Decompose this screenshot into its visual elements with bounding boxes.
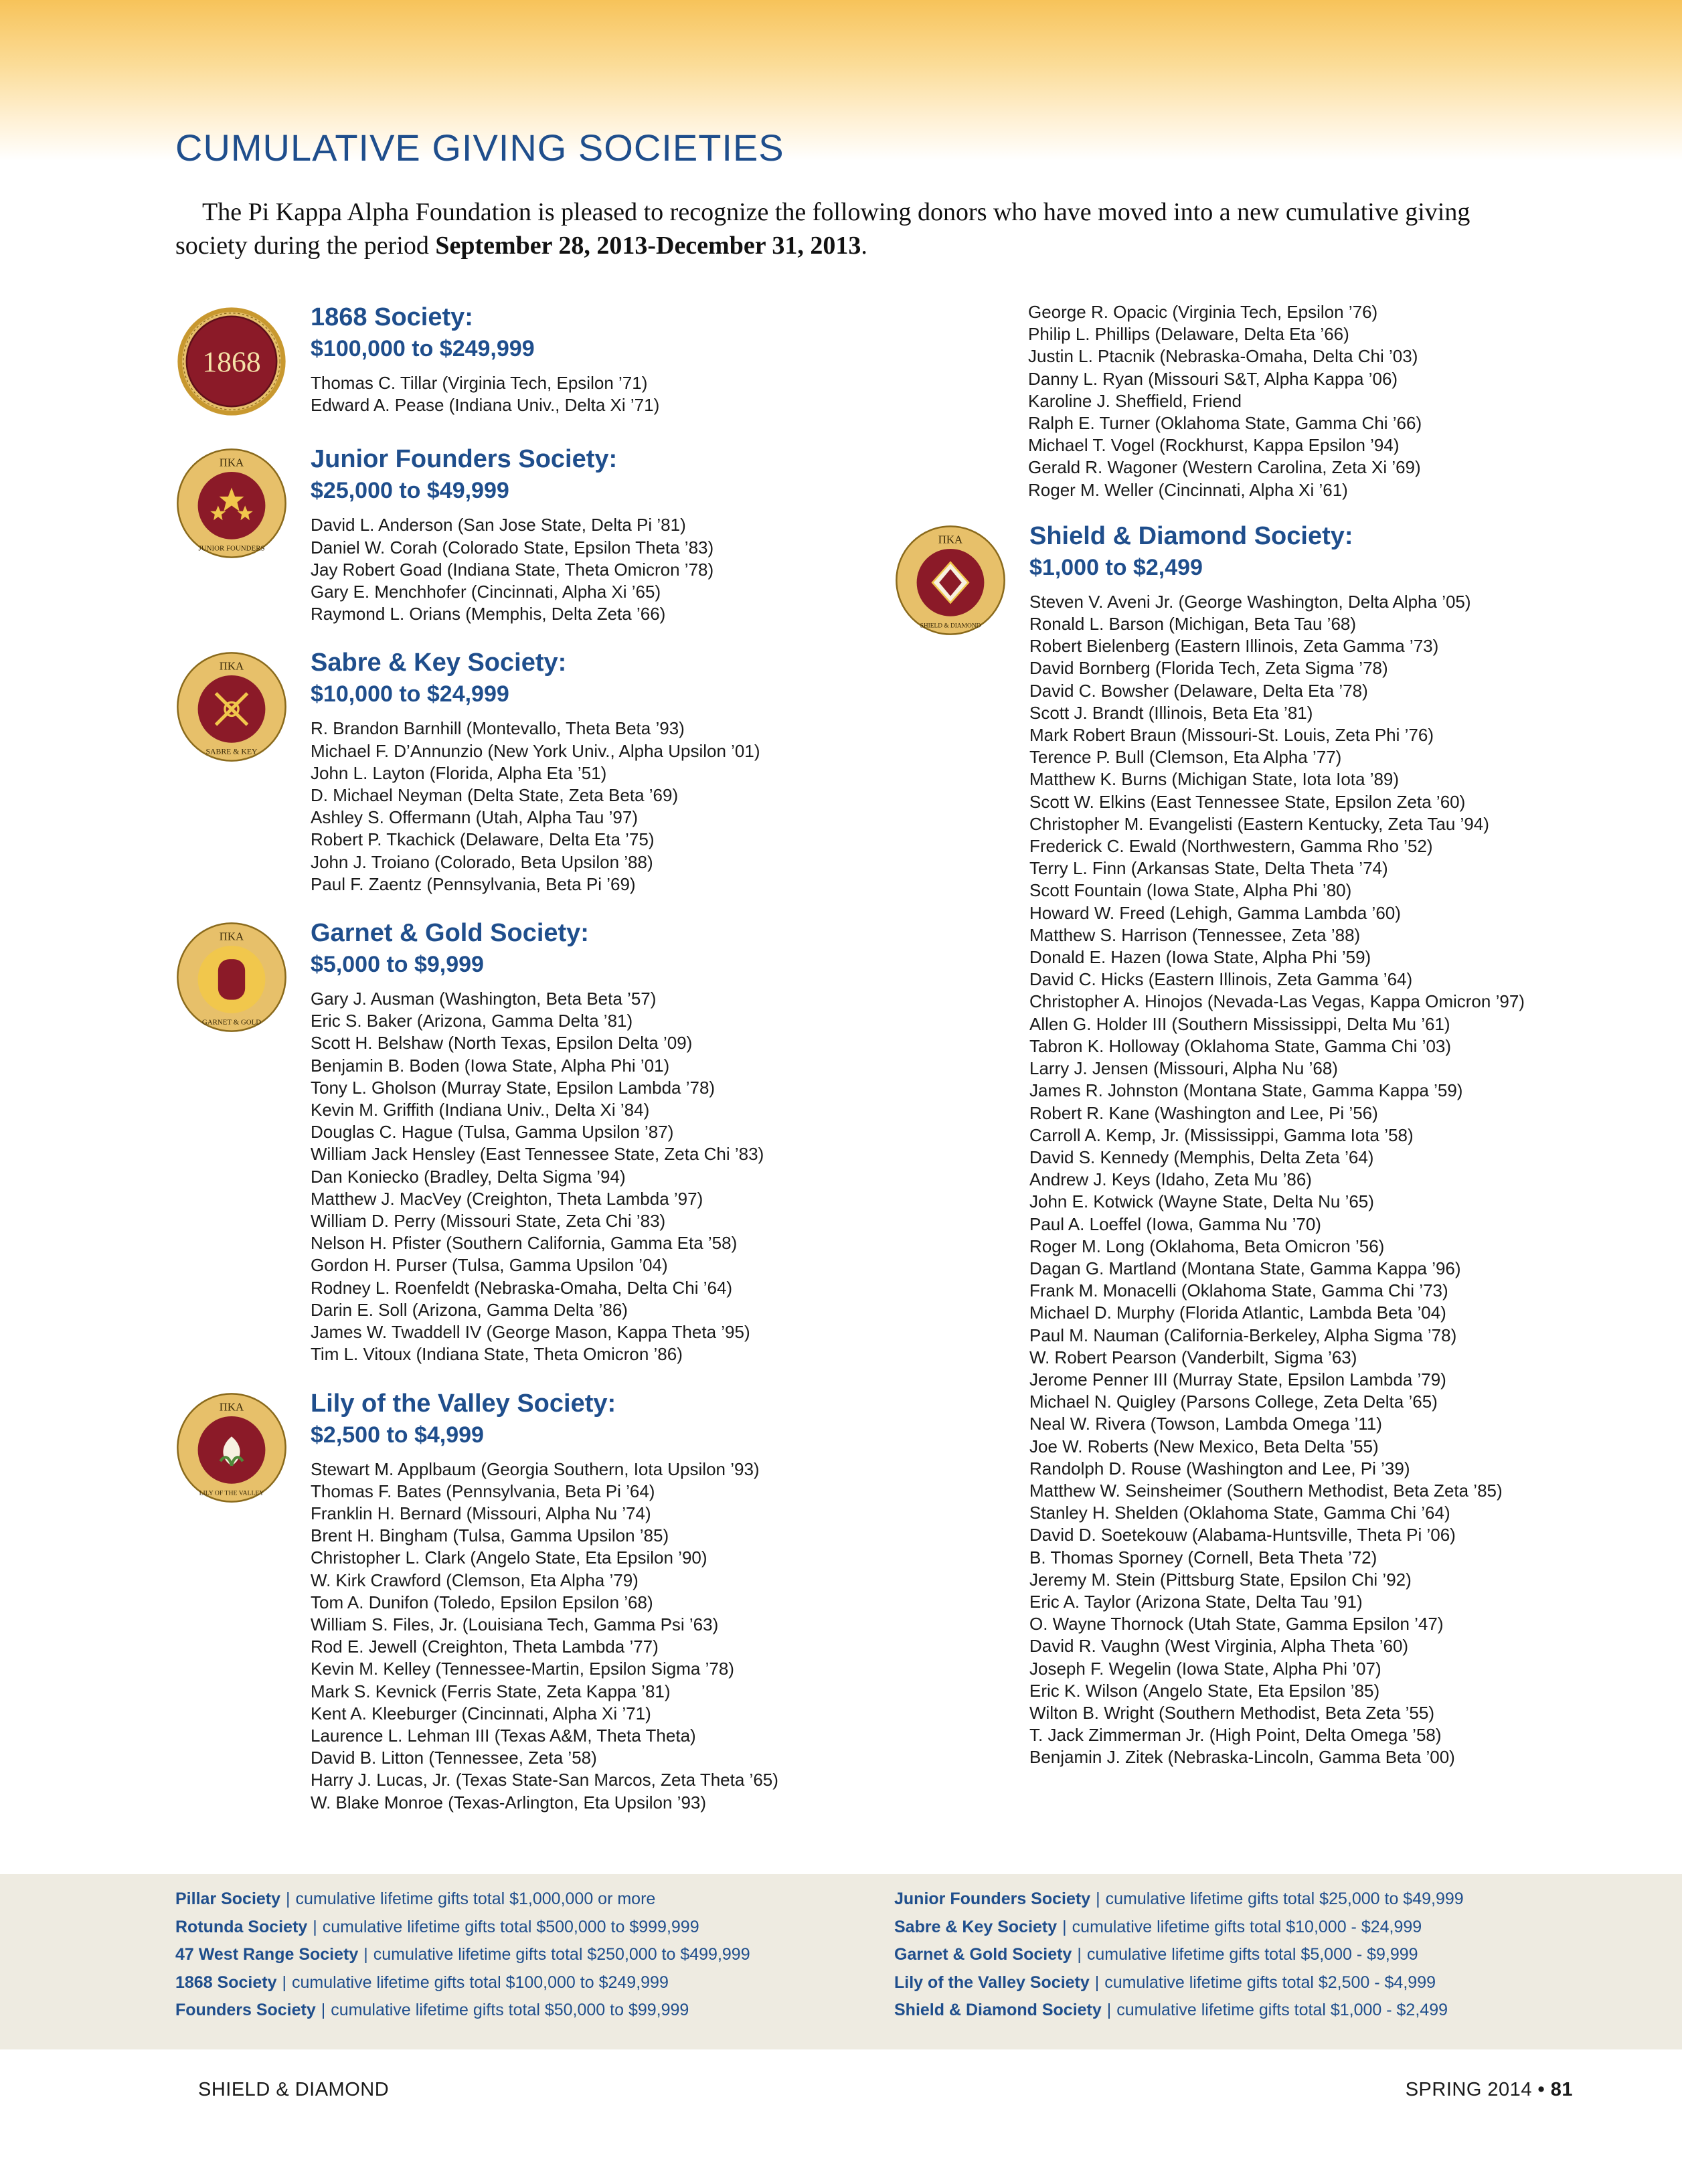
list-item: Benjamin J. Zitek (Nebraska-Lincoln, Gamma Beta ’00): [1029, 1747, 1455, 1768]
list-item: Terence P. Bull (Clemson, Eta Alpha ’77): [1029, 747, 1342, 768]
list-item: Matthew K. Burns (Michigan State, Iota Iota ’89): [1029, 769, 1400, 790]
legend-name: Founders Society: [175, 2001, 316, 2019]
list-item: Frederick C. Ewald (Northwestern, Gamma Rho ’52): [1029, 836, 1433, 857]
list-item: Howard W. Freed (Lehigh, Gamma Lambda ’60): [1029, 902, 1401, 923]
legend-desc: cumulative lifetime gifts total $50,000 to $99,999: [331, 2001, 689, 2019]
list-item: William D. Perry (Missouri State, Zeta Chi ’83): [311, 1211, 666, 1232]
seal-bottom-label: LILY OF THE VALLEY: [199, 1489, 264, 1497]
list-item: James W. Twaddell IV (George Mason, Kappa Theta ’95): [311, 1322, 750, 1343]
list-item: W. Robert Pearson (Vanderbilt, Sigma ’63): [1029, 1347, 1357, 1367]
list-item: Kevin M. Griffith (Indiana Univ., Delta Xi ’84): [311, 1100, 650, 1120]
seal-top-label: ΠΚΑ: [219, 659, 244, 673]
society-range: $100,000 to $249,999: [311, 336, 535, 361]
seal-garnet-gold-icon: [175, 921, 288, 1033]
member-list: [1029, 591, 1564, 1769]
list-item: Eric S. Baker (Arizona, Gamma Delta ’81): [311, 1011, 633, 1031]
legend-separator: |: [1077, 1945, 1082, 1964]
society-name: 1868 Society:: [311, 303, 473, 331]
list-item: Douglas C. Hague (Tulsa, Gamma Upsilon ’87): [311, 1122, 674, 1143]
list-item: Mark Robert Braun (Missouri-St. Louis, Zeta Phi ’76): [1029, 725, 1434, 746]
list-item: Allen G. Holder III (Southern Mississippi, Delta Mu ’61): [1029, 1013, 1450, 1034]
legend-item: [894, 1885, 1464, 1914]
seal-top-label: ΠΚΑ: [219, 930, 244, 943]
member-list: [311, 372, 871, 416]
list-item: Gary E. Menchhofer (Cincinnati, Alpha Xi ’65): [311, 582, 661, 602]
society-garnet-gold: [175, 917, 871, 1365]
legend-desc: cumulative lifetime gifts total $1,000,000 or more: [295, 1889, 656, 1908]
list-item: W. Kirk Crawford (Clemson, Eta Alpha ’79): [311, 1570, 639, 1590]
legend-name: Shield & Diamond Society: [894, 2001, 1102, 2019]
legend-desc: cumulative lifetime gifts total $100,000 to $249,999: [292, 1972, 669, 1992]
legend-name: Garnet & Gold Society: [894, 1945, 1072, 1964]
legend-name: Rotunda Society: [175, 1917, 308, 1936]
list-item: David Bornberg (Florida Tech, Zeta Sigma ’78): [1029, 658, 1388, 679]
footer-bullet: •: [1537, 2079, 1545, 2100]
list-item: Philip L. Phillips (Delaware, Delta Eta ’66): [1028, 324, 1349, 345]
seal-sabre-key-icon: [175, 651, 288, 763]
list-item: Michael T. Vogel (Rockhurst, Kappa Epsilon ’94): [1028, 435, 1400, 456]
footer-issue-label: SPRING 2014: [1405, 2079, 1532, 2100]
list-item: Neal W. Rivera (Towson, Lambda Omega ’11): [1029, 1414, 1382, 1434]
list-item: Jeremy M. Stein (Pittsburg State, Epsilon Chi ’92): [1029, 1569, 1412, 1590]
list-item: Christopher M. Evangelisti (Eastern Kentucky, Zeta Tau ’94): [1029, 813, 1489, 834]
legend-left: [175, 1885, 750, 2025]
list-item: Donald E. Hazen (Iowa State, Alpha Phi ’59): [1029, 947, 1371, 968]
legend-separator: |: [313, 1917, 317, 1936]
left-column: [175, 301, 871, 1835]
lily-continued-list: [1028, 301, 1564, 501]
society-range: $25,000 to $49,999: [311, 478, 509, 504]
list-item: Scott J. Brandt (Illinois, Beta Eta ’81): [1029, 702, 1313, 723]
seal-top-label: ΠΚΑ: [938, 533, 963, 546]
list-item: Ronald L. Barson (Michigan, Beta Tau ’68): [1029, 614, 1357, 635]
list-item: Joseph F. Wegelin (Iowa State, Alpha Phi ’07): [1029, 1658, 1381, 1679]
society-name: Garnet & Gold Society:: [311, 919, 589, 948]
list-item: Frank M. Monacelli (Oklahoma State, Gamma Chi ’73): [1029, 1280, 1448, 1301]
list-item: William S. Files, Jr. (Louisiana Tech, Gamma Psi ’63): [311, 1614, 719, 1634]
list-item: Thomas F. Bates (Pennsylvania, Beta Pi ’64): [311, 1481, 655, 1501]
seal-shield-diamond-icon: [894, 524, 1007, 637]
legend-desc: cumulative lifetime gifts total $250,000 to $499,999: [373, 1945, 750, 1964]
legend-item: [894, 1969, 1464, 1997]
list-item: Michael F. D’Annunzio (New York Univ., Alpha Upsilon ’01): [311, 740, 760, 761]
list-item: Danny L. Ryan (Missouri S&T, Alpha Kappa ’06): [1028, 368, 1398, 389]
seal-lily-valley-icon: [175, 1392, 288, 1504]
list-item: Stewart M. Applbaum (Georgia Southern, Iota Upsilon ’93): [311, 1458, 760, 1479]
list-item: James R. Johnston (Montana State, Gamma Kappa ’59): [1029, 1080, 1463, 1101]
society-range: $5,000 to $9,999: [311, 952, 484, 978]
list-item: Paul A. Loeffel (Iowa, Gamma Nu ’70): [1029, 1213, 1321, 1234]
list-item: Nelson H. Pfister (Southern California, Gamma Eta ’58): [311, 1233, 738, 1254]
seal-bottom-label: GARNET & GOLD: [201, 1018, 262, 1027]
legend-desc: cumulative lifetime gifts total $25,000 to $49,999: [1105, 1889, 1464, 1908]
list-item: David L. Anderson (San Jose State, Delta Pi ’81): [311, 515, 686, 535]
list-item: David R. Vaughn (West Virginia, Alpha Theta ’60): [1029, 1636, 1409, 1657]
list-item: Wilton B. Wright (Southern Methodist, Beta Zeta ’55): [1029, 1702, 1435, 1723]
list-item: Matthew J. MacVey (Creighton, Theta Lambda ’97): [311, 1188, 703, 1209]
list-item: Eric A. Taylor (Arizona State, Delta Tau ’91): [1029, 1591, 1363, 1612]
list-item: Paul M. Nauman (California-Berkeley, Alpha Sigma ’78): [1029, 1325, 1457, 1345]
seal-bottom-label: SHIELD & DIAMOND: [920, 622, 981, 630]
list-item: Jerome Penner III (Murray State, Epsilon Lambda ’79): [1029, 1369, 1446, 1390]
legend-item: [175, 1914, 750, 1942]
list-item: Dan Koniecko (Bradley, Delta Sigma ’94): [311, 1166, 626, 1187]
society-name: Sabre & Key Society:: [311, 649, 567, 677]
member-list: [311, 988, 871, 1365]
list-item: Rodney L. Roenfeldt (Nebraska-Omaha, Delta Chi ’64): [311, 1277, 733, 1298]
list-item: David C. Hicks (Eastern Illinois, Zeta Gamma ’64): [1029, 969, 1413, 990]
legend-right: [894, 1885, 1464, 2025]
intro-end: .: [861, 232, 867, 260]
list-item: Matthew W. Seinsheimer (Southern Methodist, Beta Zeta ’85): [1029, 1480, 1503, 1501]
list-item: Christopher L. Clark (Angelo State, Eta Epsilon ’90): [311, 1547, 707, 1568]
legend-separator: |: [1106, 2001, 1112, 2019]
legend-separator: |: [363, 1945, 368, 1964]
legend-separator: |: [1062, 1917, 1067, 1936]
seal-top-label: ΠΚΑ: [219, 1400, 244, 1414]
list-item: Michael N. Quigley (Parsons College, Zeta Delta ’65): [1029, 1392, 1438, 1412]
list-item: Roger M. Long (Oklahoma, Beta Omicron ’56): [1029, 1236, 1385, 1256]
list-item: Darin E. Soll (Arizona, Gamma Delta ’86): [311, 1299, 628, 1320]
list-item: Larry J. Jensen (Missouri, Alpha Nu ’68): [1029, 1058, 1338, 1079]
legend-desc: cumulative lifetime gifts total $2,500 - $4,999: [1104, 1972, 1436, 1992]
list-item: Mark S. Kevnick (Ferris State, Zeta Kappa ’81): [311, 1681, 671, 1701]
list-item: Thomas C. Tillar (Virginia Tech, Epsilon ’71): [311, 373, 648, 393]
list-item: David D. Soetekouw (Alabama-Huntsville, Theta Pi ’06): [1029, 1525, 1456, 1545]
list-item: Laurence L. Lehman III (Texas A&M, Theta Theta): [311, 1725, 696, 1746]
list-item: Steven V. Aveni Jr. (George Washington, Delta Alpha ’05): [1029, 591, 1471, 612]
list-item: Randolph D. Rouse (Washington and Lee, Pi ’39): [1029, 1458, 1410, 1479]
legend-separator: |: [286, 1889, 290, 1908]
list-item: Karoline J. Sheffield, Friend: [1028, 390, 1242, 411]
legend-separator: |: [1096, 1889, 1100, 1908]
society-range: $1,000 to $2,499: [1029, 554, 1203, 580]
seal-1868-label: 1868: [202, 346, 261, 379]
right-column: [894, 301, 1564, 1790]
society-range: $10,000 to $24,999: [311, 681, 509, 707]
list-item: Justin L. Ptacnik (Nebraska-Omaha, Delta Chi ’03): [1028, 346, 1418, 367]
list-item: Terry L. Finn (Arkansas State, Delta Theta ’74): [1029, 858, 1388, 879]
seal-bottom-label: SABRE & KEY: [205, 747, 258, 756]
list-item: O. Wayne Thornock (Utah State, Gamma Epsilon ’47): [1029, 1614, 1444, 1634]
list-item: Andrew J. Keys (Idaho, Zeta Mu ’86): [1029, 1169, 1312, 1190]
list-item: Franklin H. Bernard (Missouri, Alpha Nu ’74): [311, 1503, 651, 1523]
footer-publication: SHIELD & DIAMOND: [198, 2079, 390, 2100]
list-item: Robert Bielenberg (Eastern Illinois, Zeta Gamma ’73): [1029, 636, 1439, 657]
list-item: Gerald R. Wagoner (Western Carolina, Zeta Xi ’69): [1028, 457, 1421, 478]
list-item: Ashley S. Offermann (Utah, Alpha Tau ’97): [311, 807, 638, 828]
list-item: George R. Opacic (Virginia Tech, Epsilon ’76): [1028, 302, 1378, 322]
society-sabre-key: [175, 647, 871, 896]
list-item: Joe W. Roberts (New Mexico, Beta Delta ’55): [1029, 1436, 1379, 1456]
footer-issue: [1406, 2079, 1573, 2101]
list-item: D. Michael Neyman (Delta State, Zeta Beta ’69): [311, 785, 679, 806]
list-item: Gordon H. Purser (Tulsa, Gamma Upsilon ’04): [311, 1255, 668, 1276]
list-item: Dagan G. Martland (Montana State, Gamma Kappa ’96): [1029, 1258, 1461, 1278]
legend-item: [894, 1941, 1464, 1969]
legend-item: [175, 1969, 750, 1997]
list-item: Robert P. Tkachick (Delaware, Delta Eta ’75): [311, 829, 655, 850]
list-item: Paul F. Zaentz (Pennsylvania, Beta Pi ’69): [311, 873, 636, 894]
legend-name: Sabre & Key Society: [894, 1917, 1058, 1936]
page-number: 81: [1550, 2079, 1573, 2100]
list-item: David B. Litton (Tennessee, Zeta ’58): [311, 1748, 597, 1768]
list-item: Kent A. Kleeburger (Cincinnati, Alpha Xi ’71): [311, 1703, 651, 1724]
seal-1868-icon: [175, 305, 288, 418]
list-item: Rod E. Jewell (Creighton, Theta Lambda ’77): [311, 1636, 659, 1657]
list-item: R. Brandon Barnhill (Montevallo, Theta Beta ’93): [311, 718, 685, 739]
list-item: Scott W. Elkins (East Tennessee State, Epsilon Zeta ’60): [1029, 791, 1466, 812]
list-item: Brent H. Bingham (Tulsa, Gamma Upsilon ’85): [311, 1525, 669, 1546]
member-list: [311, 718, 871, 896]
list-item: William Jack Hensley (East Tennessee State, Zeta Chi ’83): [311, 1144, 764, 1165]
list-item: John E. Kotwick (Wayne State, Delta Nu ’65): [1029, 1191, 1374, 1212]
list-item: Harry J. Lucas, Jr. (Texas State-San Marcos, Zeta Theta ’65): [311, 1770, 778, 1790]
list-item: Scott H. Belshaw (North Texas, Epsilon Delta ’09): [311, 1033, 693, 1054]
list-item: Raymond L. Orians (Memphis, Delta Zeta ’66): [311, 604, 666, 624]
list-item: Eric K. Wilson (Angelo State, Eta Epsilon ’85): [1029, 1680, 1380, 1701]
legend-separator: |: [282, 1972, 286, 1992]
intro-period: September 28, 2013-December 31, 2013: [435, 232, 861, 260]
legend-name: Junior Founders Society: [894, 1889, 1091, 1908]
legend-item: [894, 1997, 1464, 2025]
seal-junior-founders-icon: [175, 447, 288, 560]
legend-item: [175, 1997, 750, 2025]
list-item: Roger M. Weller (Cincinnati, Alpha Xi ’61): [1028, 479, 1348, 500]
society-lily-valley: [175, 1388, 871, 1814]
list-item: Daniel W. Corah (Colorado State, Epsilon Theta ’83): [311, 537, 714, 558]
list-item: Robert R. Kane (Washington and Lee, Pi ’56): [1029, 1102, 1378, 1123]
member-list: [311, 514, 871, 625]
society-name: Shield & Diamond Society:: [1029, 521, 1353, 550]
page-title: CUMULATIVE GIVING SOCIETIES: [175, 127, 784, 169]
legend-name: 47 West Range Society: [175, 1945, 359, 1964]
list-item: T. Jack Zimmerman Jr. (High Point, Delta Omega ’58): [1029, 1725, 1442, 1746]
seal-top-label: ΠΚΑ: [219, 456, 244, 469]
list-item: Tim L. Vitoux (Indiana State, Theta Omicron ’86): [311, 1344, 683, 1365]
list-item: Scott Fountain (Iowa State, Alpha Phi ’80): [1029, 880, 1352, 901]
society-name: Lily of the Valley Society:: [311, 1389, 616, 1418]
legend-desc: cumulative lifetime gifts total $500,000 to $999,999: [322, 1917, 699, 1936]
seal-bottom-label: JUNIOR FOUNDERS: [198, 544, 265, 553]
list-item: Edward A. Pease (Indiana Univ., Delta Xi ’71): [311, 395, 660, 416]
list-item: John J. Troiano (Colorado, Beta Upsilon ’88): [311, 851, 653, 872]
list-item: David C. Bowsher (Delaware, Delta Eta ’78): [1029, 680, 1368, 701]
legend-name: Lily of the Valley Society: [894, 1972, 1090, 1992]
list-item: David S. Kennedy (Memphis, Delta Zeta ’64): [1029, 1147, 1374, 1167]
intro-paragraph: [175, 195, 1534, 262]
list-item: Benjamin B. Boden (Iowa State, Alpha Phi ’01): [311, 1055, 670, 1076]
list-item: Ralph E. Turner (Oklahoma State, Gamma Chi ’66): [1028, 413, 1422, 434]
legend-desc: cumulative lifetime gifts total $10,000 - $24,999: [1072, 1917, 1422, 1936]
legend-separator: |: [1094, 1972, 1100, 1992]
society-junior-founders: [175, 443, 871, 625]
legend-item: [894, 1914, 1464, 1942]
list-item: Kevin M. Kelley (Tennessee-Martin, Epsilon Sigma ’78): [311, 1659, 734, 1679]
legend-desc: cumulative lifetime gifts total $1,000 - $2,499: [1116, 2001, 1448, 2019]
list-item: Matthew S. Harrison (Tennessee, Zeta ’88): [1029, 924, 1361, 945]
legend-desc: cumulative lifetime gifts total $5,000 - $9,999: [1086, 1945, 1418, 1964]
list-item: Carroll A. Kemp, Jr. (Mississippi, Gamma Iota ’58): [1029, 1124, 1414, 1145]
legend-separator: |: [321, 2001, 326, 2019]
legend-item: [175, 1941, 750, 1969]
society-1868: [175, 301, 871, 416]
society-name: Junior Founders Society:: [311, 445, 618, 474]
list-item: Tabron K. Holloway (Oklahoma State, Gamma Chi ’03): [1029, 1035, 1452, 1056]
list-item: Stanley H. Shelden (Oklahoma State, Gamma Chi ’64): [1029, 1503, 1450, 1523]
list-item: Michael D. Murphy (Florida Atlantic, Lambda Beta ’04): [1029, 1303, 1446, 1323]
legend-name: Pillar Society: [175, 1889, 281, 1908]
list-item: B. Thomas Sporney (Cornell, Beta Theta ’72): [1029, 1547, 1377, 1568]
list-item: Tony L. Gholson (Murray State, Epsilon Lambda ’78): [311, 1077, 716, 1098]
society-range: $2,500 to $4,999: [311, 1422, 484, 1448]
member-list: [311, 1458, 871, 1814]
list-item: Gary J. Ausman (Washington, Beta Beta ’57): [311, 989, 657, 1009]
intro-text: The Pi Kappa Alpha Foundation is pleased to recognize the following donors who have moved into a new cumulative giving society during the period: [175, 198, 1470, 260]
list-item: John L. Layton (Florida, Alpha Eta ’51): [311, 762, 607, 783]
legend-item: [175, 1885, 750, 1914]
legend-name: 1868 Society: [175, 1972, 277, 1992]
list-item: Christopher A. Hinojos (Nevada-Las Vegas, Kappa Omicron ’97): [1029, 991, 1525, 1012]
list-item: Tom A. Dunifon (Toledo, Epsilon Epsilon ’68): [311, 1592, 653, 1612]
list-item: Jay Robert Goad (Indiana State, Theta Omicron ’78): [311, 559, 714, 580]
society-shield-diamond: [894, 520, 1564, 1769]
list-item: W. Blake Monroe (Texas-Arlington, Eta Upsilon ’93): [311, 1792, 707, 1813]
